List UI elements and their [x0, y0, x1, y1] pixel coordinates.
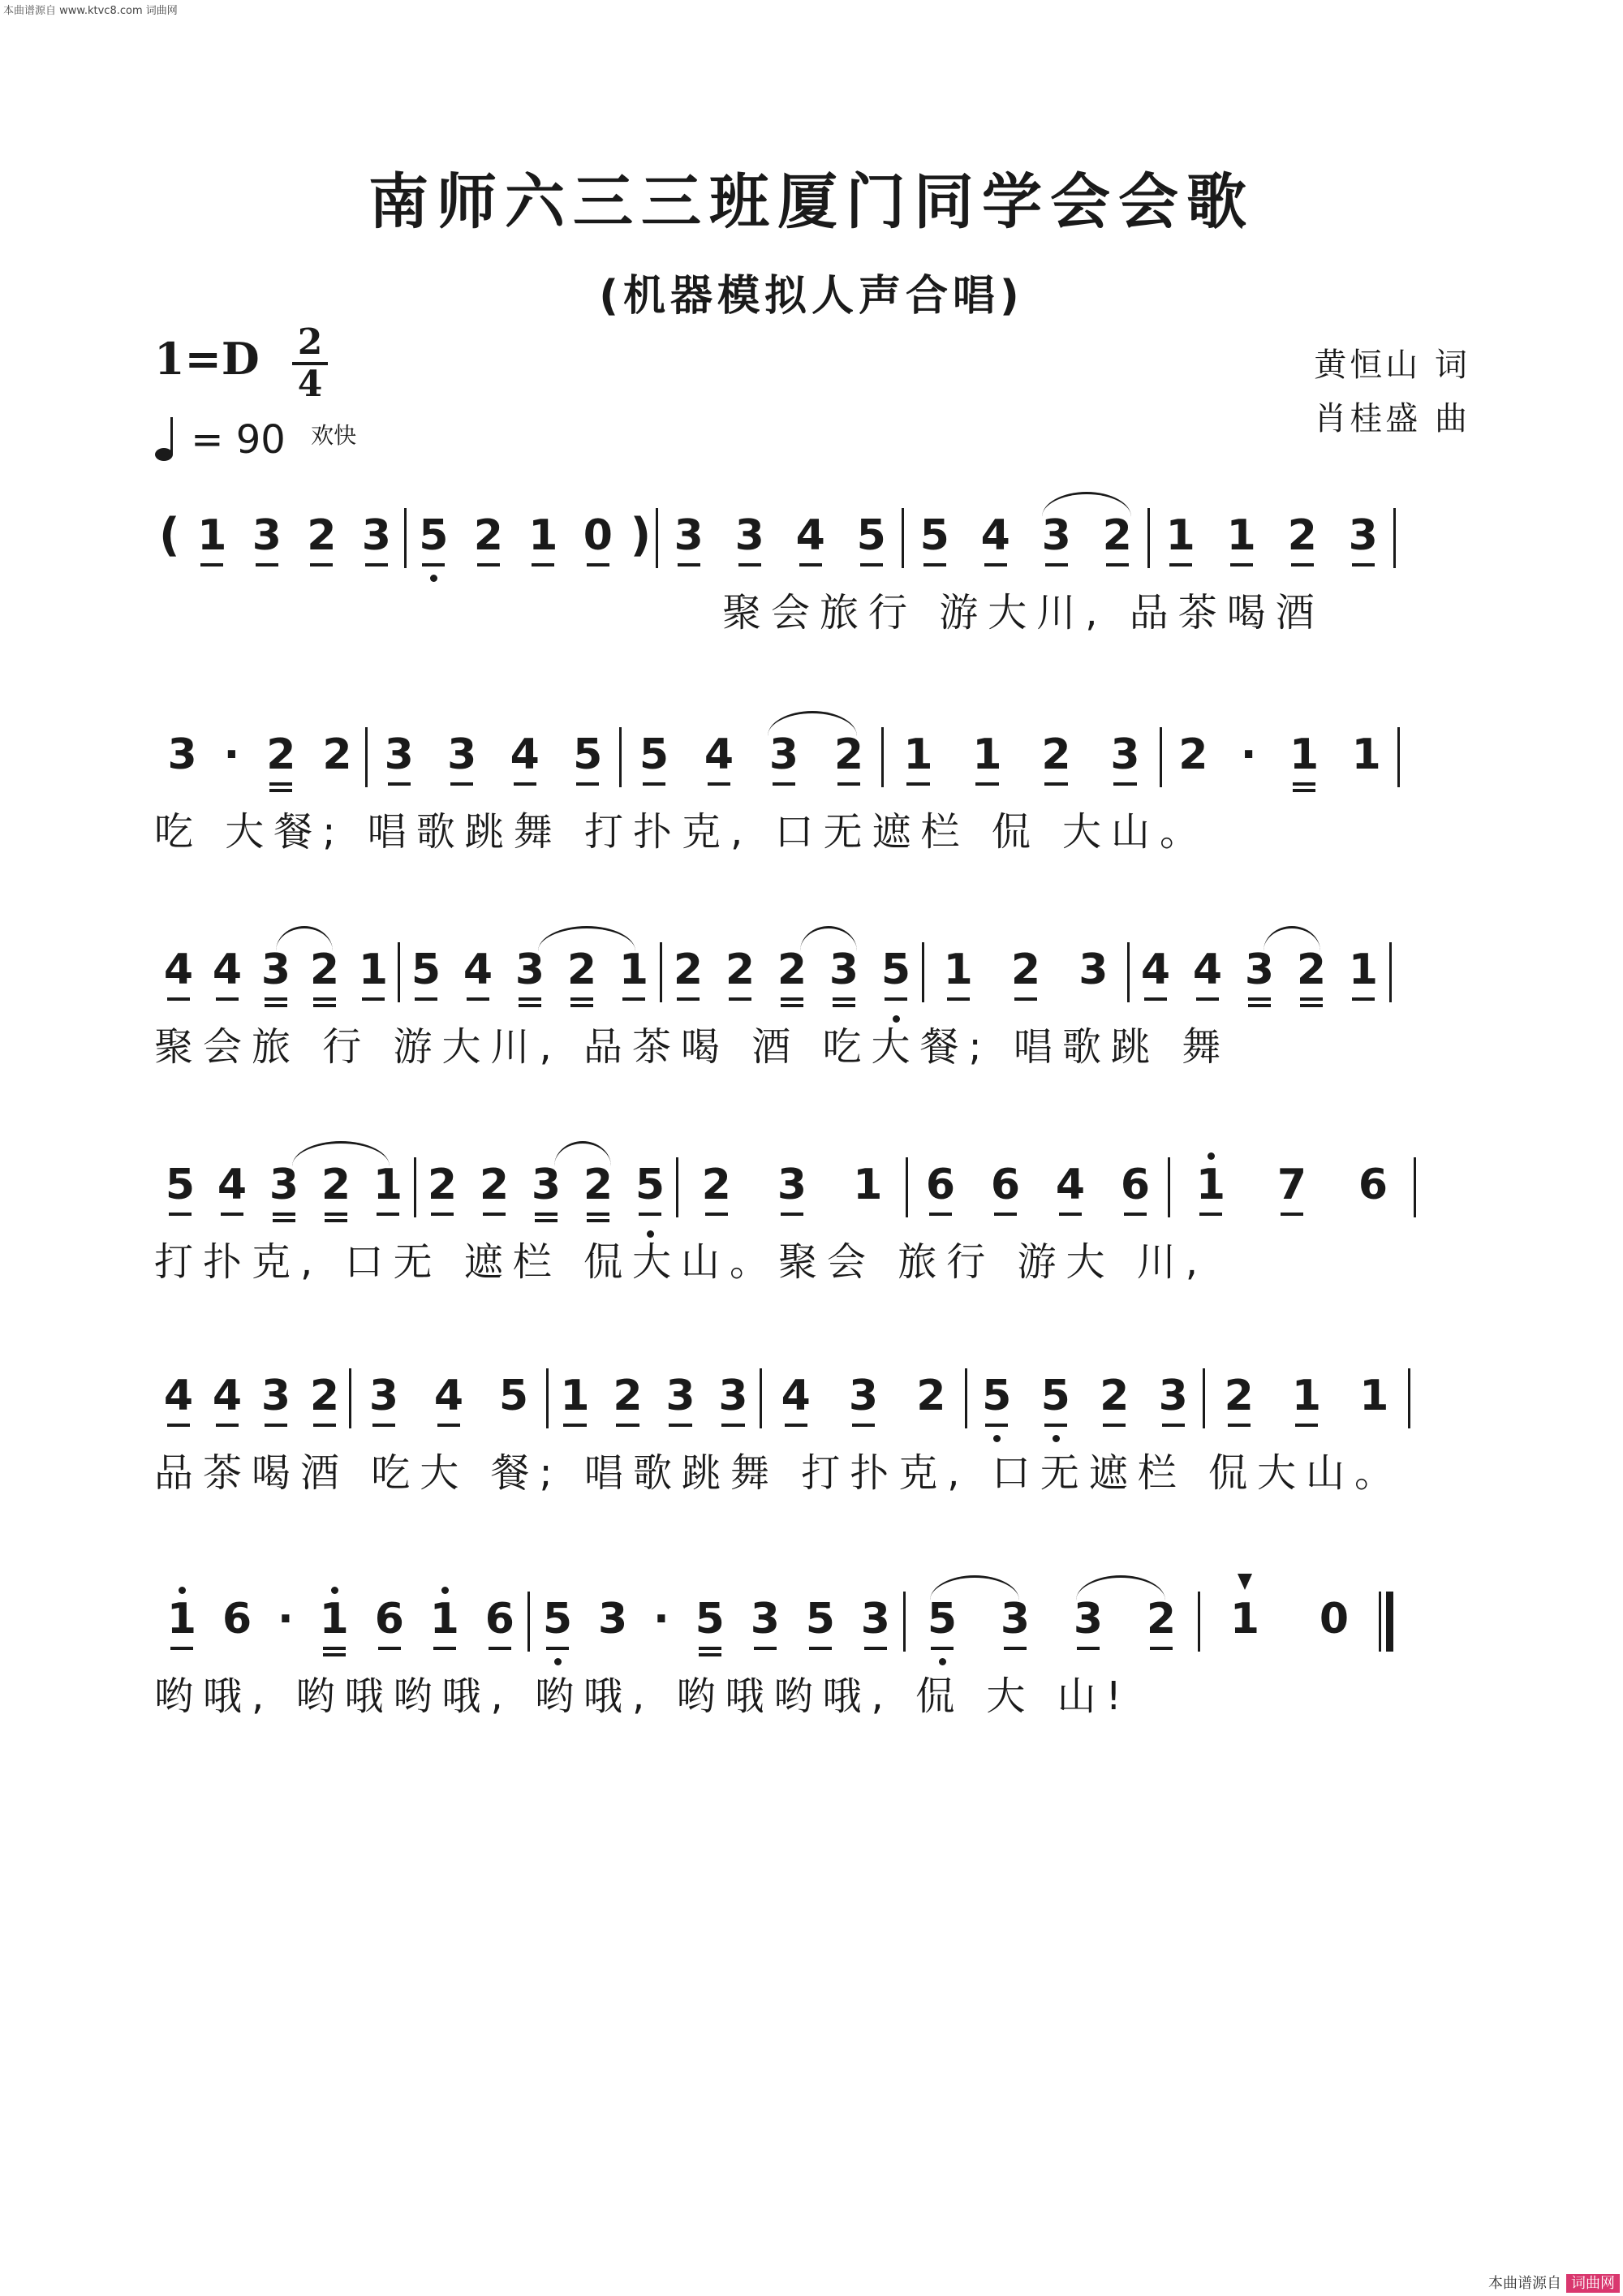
- note: 7: [1277, 1152, 1307, 1217]
- measure: [351, 1363, 546, 1437]
- bar-line: [1397, 727, 1400, 787]
- watermark-bottom-brand: 词曲网: [1566, 2274, 1620, 2293]
- note: 5: [639, 722, 669, 787]
- score-row-6: [154, 1587, 1485, 1741]
- measure: [662, 937, 922, 1010]
- slur: [276, 926, 333, 951]
- note: 3: [1159, 1363, 1188, 1428]
- measure: [678, 1152, 906, 1226]
- measure: [622, 722, 881, 795]
- note: 4: [981, 503, 1010, 568]
- note: 1: [167, 1587, 196, 1652]
- slur: [292, 1141, 390, 1166]
- note: 2: [1225, 1363, 1254, 1428]
- note: 6: [926, 1152, 955, 1217]
- note: 5: [166, 1152, 195, 1217]
- note: 3: [829, 937, 859, 1002]
- note: 1: [560, 1363, 589, 1428]
- bar-line: [1408, 1368, 1410, 1428]
- note: 3: [849, 1363, 878, 1428]
- measure: [906, 1587, 1198, 1660]
- note: 2: [777, 937, 807, 1002]
- note: 2: [583, 1152, 613, 1217]
- lyrics-row-4: 打扑克, 口无 遮栏 侃大山。聚会 旅行 游大 川,: [154, 1239, 1208, 1285]
- lyrics-row-5: 品茶喝酒 吃大 餐; 唱歌跳舞 打扑克, 口无遮栏 侃大山。: [154, 1450, 1403, 1496]
- open-paren: (: [159, 509, 180, 562]
- note: 5: [573, 722, 602, 787]
- note: 2: [310, 1363, 339, 1428]
- note: 2: [613, 1363, 642, 1428]
- note: 5: [982, 1363, 1011, 1428]
- note: 1: [944, 937, 973, 1002]
- aug-dot: ·: [1240, 730, 1257, 779]
- note: 4: [1141, 937, 1170, 1002]
- note: 4: [781, 1363, 811, 1428]
- score-row-5: [154, 1363, 1485, 1518]
- note: 1: [373, 1152, 403, 1217]
- measure: [904, 503, 1147, 576]
- note: 3: [1245, 937, 1274, 1002]
- lyrics-row-6: 哟哦, 哟哦哟哦, 哟哦, 哟哦哟哦, 侃 大 山!: [154, 1674, 1131, 1719]
- note: 5: [806, 1587, 835, 1652]
- note: 1: [1349, 937, 1378, 1002]
- note: 6: [991, 1152, 1020, 1217]
- measure: [154, 1363, 349, 1437]
- note: 0: [1319, 1595, 1350, 1643]
- note: 1: [1196, 1152, 1225, 1217]
- measure: [154, 1152, 414, 1226]
- note: 3: [1042, 503, 1071, 568]
- lyrics-row-1: 聚会旅行 游大川, 品茶喝酒: [722, 590, 1324, 635]
- note: 2: [307, 503, 336, 568]
- note: 4: [510, 722, 540, 787]
- note: 3: [167, 730, 197, 779]
- note: 5: [411, 937, 441, 1002]
- notation-row-6: [154, 1587, 1485, 1660]
- note: 0: [583, 503, 613, 568]
- slur: [768, 711, 857, 736]
- note: 1: [1230, 1587, 1259, 1652]
- note: 1: [1292, 1363, 1321, 1428]
- note: 2: [1100, 1363, 1129, 1428]
- accent-mark: [1238, 1574, 1252, 1590]
- slur: [1042, 492, 1131, 517]
- note: 2: [1011, 937, 1040, 1002]
- score-row-1: [154, 503, 1485, 657]
- note: 5: [1041, 1363, 1070, 1428]
- watermark-top: [3, 2, 178, 17]
- note: 1: [1227, 503, 1256, 568]
- note: 1: [430, 1587, 459, 1652]
- note: 3: [261, 937, 291, 1002]
- measure: [154, 722, 365, 795]
- score-row-2: [154, 722, 1485, 877]
- note: 3: [735, 503, 764, 568]
- slur: [1076, 1575, 1165, 1600]
- watermark-bottom: [1488, 2272, 1620, 2293]
- notation-row-4: [154, 1152, 1485, 1226]
- note: 2: [1297, 937, 1326, 1002]
- measure: [884, 722, 1160, 795]
- notation-row-1: [154, 503, 1485, 576]
- note: 4: [796, 503, 825, 568]
- note: 3: [597, 1595, 628, 1643]
- note: 2: [674, 937, 703, 1002]
- note: 4: [1056, 1152, 1085, 1217]
- notation-row-3: [154, 937, 1485, 1010]
- note: 5: [928, 1587, 957, 1652]
- note: 2: [702, 1152, 731, 1217]
- note: 3: [769, 722, 799, 787]
- composer: 肖桂盛 曲: [1314, 400, 1470, 437]
- note: 2: [1041, 722, 1070, 787]
- aug-dot: ·: [653, 1595, 669, 1643]
- measure: [368, 722, 619, 795]
- note: 1: [619, 937, 648, 1002]
- slur: [800, 926, 857, 951]
- note: 3: [777, 1152, 807, 1217]
- slur: [554, 1141, 611, 1166]
- note: 2: [428, 1152, 457, 1217]
- note: 3: [261, 1363, 291, 1428]
- measure: [416, 1152, 676, 1226]
- note: 1: [1289, 722, 1319, 787]
- note: 3: [1110, 722, 1139, 787]
- aug-dot: ·: [278, 1595, 294, 1643]
- slur: [930, 1575, 1019, 1600]
- measure: [1130, 937, 1389, 1010]
- note: 6: [222, 1595, 252, 1643]
- bar-line: [1414, 1157, 1416, 1217]
- measure: [185, 503, 404, 576]
- measure: [530, 1587, 903, 1660]
- lyrics-row-2: 吃 大餐; 唱歌跳舞 打扑克, 口无遮栏 侃 大山。: [154, 809, 1208, 855]
- measure: [924, 937, 1127, 1010]
- measure: [658, 503, 902, 576]
- note: 4: [164, 1363, 193, 1428]
- note: 3: [1001, 1587, 1030, 1652]
- measure: [154, 1587, 527, 1660]
- note: 1: [528, 503, 558, 568]
- note: 5: [543, 1587, 572, 1652]
- measure: [1205, 1363, 1408, 1437]
- note: 4: [213, 937, 242, 1002]
- score-row-3: [154, 937, 1485, 1092]
- note: 4: [1193, 937, 1222, 1002]
- notation-row-5: [154, 1363, 1485, 1437]
- note: 4: [217, 1152, 247, 1217]
- measure: [967, 1363, 1203, 1437]
- measure: [549, 1363, 760, 1437]
- note: 3: [252, 503, 282, 568]
- note: 5: [635, 1152, 665, 1217]
- note: 4: [213, 1363, 242, 1428]
- note: 1: [1351, 730, 1381, 779]
- note: 5: [498, 1372, 529, 1420]
- song-subtitle: (机器模拟人声合唱): [599, 272, 1024, 321]
- measure: [1170, 1152, 1414, 1226]
- close-paren: ): [630, 509, 652, 562]
- note: 5: [419, 503, 448, 568]
- watermark-top-site: www.ktvc8.com 词曲网: [59, 5, 178, 17]
- measure: [1200, 1587, 1379, 1660]
- bar-line: [1389, 942, 1392, 1002]
- note: 3: [718, 1363, 747, 1428]
- note: 2: [322, 730, 352, 779]
- note: 1: [903, 722, 932, 787]
- tempo-value: = 90: [191, 417, 286, 463]
- note: 6: [375, 1587, 404, 1652]
- tempo-mark: 欢快: [311, 422, 357, 449]
- note: 2: [474, 503, 503, 568]
- note: 2: [266, 722, 295, 787]
- note: 4: [434, 1363, 463, 1428]
- measure: [400, 937, 660, 1010]
- aug-dot: ·: [223, 730, 240, 779]
- note: 1: [1166, 503, 1195, 568]
- note: 3: [532, 1152, 561, 1217]
- note: 3: [515, 937, 545, 1002]
- note: 4: [704, 722, 734, 787]
- watermark-top-text: 本曲谱源自: [3, 5, 57, 17]
- note: 1: [1359, 1372, 1389, 1420]
- note: 1: [853, 1161, 883, 1209]
- key-signature: 1=D: [154, 333, 260, 385]
- note: 3: [1349, 503, 1378, 568]
- note: 3: [369, 1363, 398, 1428]
- note: 2: [480, 1152, 509, 1217]
- note: 5: [920, 503, 949, 568]
- quarter-note-icon: [154, 414, 179, 463]
- note: 6: [1358, 1161, 1388, 1209]
- note: 4: [164, 937, 193, 1002]
- note: 2: [1103, 503, 1132, 568]
- meter-bottom: 4: [297, 364, 323, 405]
- score-row-4: [154, 1152, 1485, 1307]
- note: 2: [725, 937, 755, 1002]
- note: 3: [1074, 1587, 1103, 1652]
- final-bar-line: [1379, 1592, 1393, 1652]
- note: 3: [269, 1152, 299, 1217]
- note: 3: [861, 1587, 890, 1652]
- note: 2: [1178, 730, 1208, 779]
- note: 5: [881, 937, 911, 1002]
- note: 1: [320, 1587, 349, 1652]
- lyrics-row-3: 聚会旅 行 游大川, 品茶喝 酒 吃大餐; 唱歌跳 舞: [154, 1024, 1231, 1070]
- measure: [908, 1152, 1168, 1226]
- slur: [538, 926, 635, 951]
- note: 5: [857, 503, 886, 568]
- note: 2: [834, 722, 863, 787]
- note: 3: [674, 503, 704, 568]
- note: 2: [916, 1372, 946, 1420]
- note: 2: [1288, 503, 1317, 568]
- note: 5: [695, 1587, 725, 1652]
- note: 1: [359, 937, 388, 1002]
- song-title: 南师六三三班厦门同学会会歌: [368, 167, 1255, 237]
- tempo: [154, 414, 356, 463]
- measure: [762, 1363, 965, 1437]
- measure: [1162, 722, 1397, 795]
- note: 6: [485, 1587, 514, 1652]
- note: 2: [310, 937, 339, 1002]
- measure: [154, 937, 398, 1010]
- measure: [1150, 503, 1393, 576]
- note: 3: [362, 503, 391, 568]
- note: 2: [1147, 1587, 1176, 1652]
- note: 3: [1078, 946, 1109, 994]
- note: 1: [197, 503, 226, 568]
- meter-top: 2: [297, 321, 323, 363]
- note: 3: [385, 722, 414, 787]
- note: 2: [321, 1152, 351, 1217]
- note: 6: [1121, 1152, 1150, 1217]
- note: 3: [447, 722, 476, 787]
- watermark-bottom-source: 本曲谱源自: [1488, 2275, 1561, 2292]
- note: 2: [567, 937, 596, 1002]
- bar-line: [1393, 508, 1396, 568]
- note: 1: [972, 722, 1001, 787]
- lyricist: 黄恒山 词: [1314, 347, 1470, 384]
- note: 3: [751, 1587, 780, 1652]
- time-signature: [292, 321, 328, 405]
- note: 4: [463, 937, 493, 1002]
- slur: [1264, 926, 1320, 951]
- note: 3: [665, 1363, 695, 1428]
- measure: [407, 503, 626, 576]
- notation-row-2: [154, 722, 1485, 795]
